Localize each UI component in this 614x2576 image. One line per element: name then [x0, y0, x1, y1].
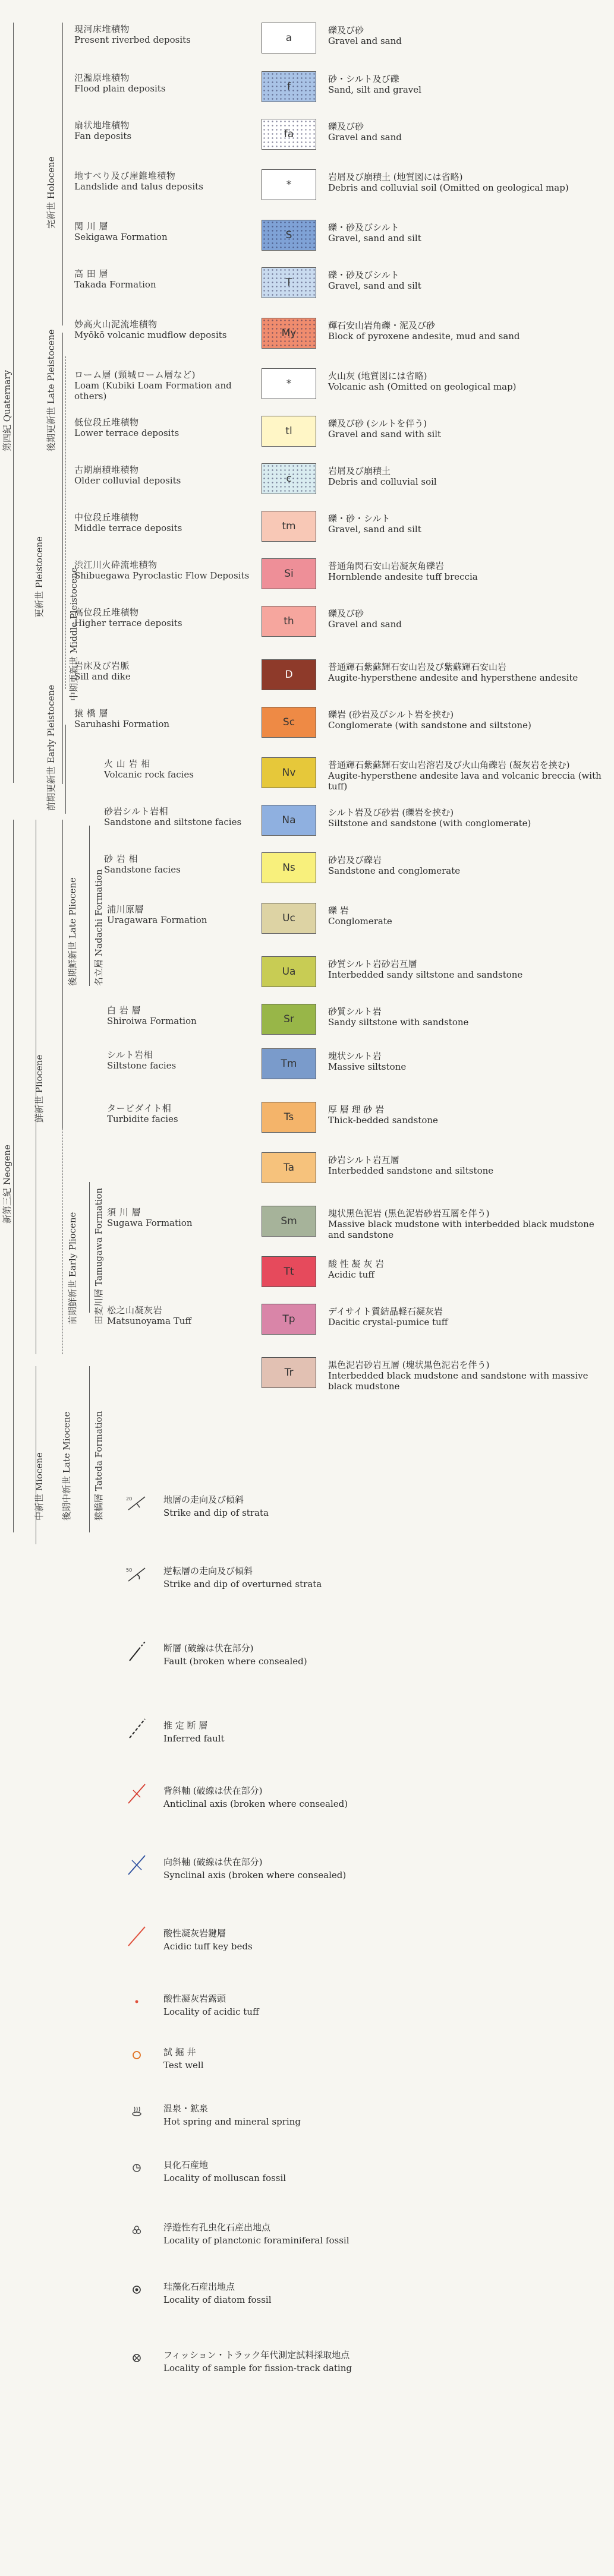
unit-name-jp: 地すべり及び崖錐堆積物 [74, 170, 176, 181]
epoch-pliocene: 鮮新世 Pliocene [34, 1054, 45, 1123]
epoch-middle-pleistocene: 中期更新世 Middle Pleistocene [68, 567, 79, 701]
unit-name-en: Lower terrace deposits [74, 428, 180, 438]
unit-description-en: Sand, silt and gravel [328, 84, 421, 95]
symbol-label-jp: 向斜軸 (破線は伏在部分) [163, 1857, 263, 1867]
legend-swatch-th: th [262, 606, 316, 637]
legend-swatch-Nv: Nv [262, 757, 316, 788]
unit-description-jp: 礫及び砂 [328, 25, 364, 36]
symbol-label-en: Locality of planctonic foraminiferal fossil [163, 2235, 349, 2246]
epoch-pleistocene: 更新世 Pleistocene [34, 536, 45, 618]
unit-name-en: Shiroiwa Formation [107, 1016, 197, 1026]
unit-name-en: Siltstone facies [107, 1060, 177, 1071]
neogene-bracket [13, 820, 14, 1532]
unit-name [74, 660, 256, 682]
legend-swatch-Ns: Ns [262, 852, 316, 883]
unit-description-jp: シルト岩及び砂岩 (礫岩を挟む) [328, 807, 454, 818]
strike-dip-icon [125, 1491, 149, 1515]
symbol-label-jp: 地層の走向及び傾斜 [163, 1494, 244, 1505]
unit-name-en: Older colluvial deposits [74, 475, 181, 486]
hot-spring-icon [125, 2100, 149, 2123]
unit-name [74, 417, 256, 438]
unit-name-jp: 砂 岩 相 [104, 854, 138, 864]
epoch-late-miocene: 後期中新世 Late Miocene [61, 1411, 72, 1521]
unit-description [328, 1360, 607, 1392]
unit-description-jp: 礫・砂及びシルト [328, 270, 399, 280]
unit-name [107, 1005, 256, 1026]
legend-swatch-D: D [262, 659, 316, 690]
unit-name-en: Turbidite facies [107, 1114, 178, 1124]
unit-description-jp: 黒色泥岩砂岩互層 (塊状黒色泥岩を伴う) [328, 1360, 490, 1370]
symbol-label [163, 1856, 346, 1882]
unit-description [328, 807, 607, 829]
symbol-label-en: Locality of diatom fossil [163, 2294, 272, 2305]
symbol-label [163, 2046, 204, 2072]
unit-description-en: Siltstone and sandstone (with conglomerate) [328, 818, 531, 829]
legend-swatch-Ts: Ts [262, 1102, 316, 1133]
unit-description-jp: 砂岩及び礫岩 [328, 855, 382, 865]
unit-description-jp: 砂岩シルト岩互層 [328, 1155, 399, 1165]
symbol-label-jp: 浮遊性有孔虫化石産出地点 [163, 2222, 271, 2233]
unit-description-en: Gravel, sand and silt [328, 233, 421, 244]
symbol-label [163, 2280, 272, 2306]
symbol-label-en: Strike and dip of overturned strata [163, 1579, 322, 1589]
symbol-label-jp: フィッション・トラック年代測定試料採取地点 [163, 2350, 350, 2360]
unit-description [328, 121, 607, 143]
unit-name [74, 221, 256, 242]
unit-description [328, 1051, 607, 1072]
unit-description-en: Debris and colluvial soil [328, 476, 437, 487]
unit-description [328, 466, 607, 487]
unit-name-en: Takada Formation [74, 279, 156, 290]
unit-description-jp: 礫 岩 [328, 905, 349, 916]
unit-name-jp: シルト岩相 [107, 1050, 153, 1060]
unit-description-jp: 塊状黒色泥岩 (黒色泥岩砂岩互層を伴う) [328, 1208, 490, 1219]
unit-name-en: Fan deposits [74, 131, 132, 141]
pleistocene-bracket [62, 333, 63, 784]
overturned-strike-dip-icon [125, 1562, 149, 1586]
unit-name-jp: 須 川 層 [107, 1207, 141, 1218]
unit-name-en: Sandstone facies [104, 864, 181, 875]
tamugawa-bracket [89, 1182, 90, 1313]
symbol-label-jp: 酸性凝灰岩露頭 [163, 1993, 226, 2004]
unit-name-jp: 妙高火山泥流堆積物 [74, 319, 158, 330]
unit-description-jp: 厚 層 理 砂 岩 [328, 1104, 385, 1115]
legend-swatch-fa: fa [262, 119, 316, 150]
symbol-label [163, 1927, 253, 1953]
inferred-fault-icon [125, 1717, 149, 1740]
unit-name [104, 758, 256, 780]
unit-description-en: Gravel and sand with silt [328, 429, 442, 440]
unit-name [74, 24, 256, 45]
unit-name-en: Flood plain deposits [74, 83, 166, 94]
unit-description [328, 662, 607, 683]
legend-swatch-Sm: Sm [262, 1206, 316, 1237]
unit-name-jp: 砂岩シルト岩相 [104, 806, 169, 817]
legend-swatch-Sr: Sr [262, 1004, 316, 1035]
formation-tamugawa: 田麦川層 Tamugawa Formation [93, 1187, 104, 1325]
legend-swatch-S: S [262, 220, 316, 251]
unit-description-jp: 礫岩 (砂岩及びシルト岩を挟む) [328, 709, 454, 720]
symbol-label [163, 2221, 349, 2247]
symbol-label-en: Strike and dip of strata [163, 1507, 269, 1518]
symbol-label [163, 2102, 301, 2128]
unit-name-jp: 火 山 岩 相 [104, 758, 150, 769]
unit-description-en: Sandstone and conglomerate [328, 865, 461, 876]
unit-description-jp: 普通角閃石安山岩凝灰角礫岩 [328, 561, 445, 571]
legend-swatch-Tr: Tr [262, 1357, 316, 1388]
symbol-label-en: Test well [163, 2060, 204, 2071]
unit-description-jp: 普通輝石紫蘇輝石安山岩及び紫蘇輝石安山岩 [328, 662, 507, 672]
unit-description-en: Volcanic ash (Omitted on geological map) [328, 381, 517, 392]
symbol-label-jp: 推 定 断 層 [163, 1720, 208, 1731]
symbol-label-en: Synclinal axis (broken where consealed) [163, 1870, 347, 1880]
unit-description-en: Massive siltstone [328, 1061, 407, 1072]
unit-name [107, 1305, 256, 1326]
symbol-label [163, 1719, 225, 1745]
unit-name-jp: 氾濫原堆積物 [74, 72, 130, 83]
unit-name-en: Uragawara Formation [107, 915, 207, 925]
legend-swatch-tl: tl [262, 416, 316, 447]
unit-name-jp: 白 岩 層 [107, 1005, 141, 1016]
legend-swatch-Sc: Sc [262, 707, 316, 738]
unit-description [328, 270, 607, 291]
symbol-label [163, 2158, 286, 2185]
test-well-icon [125, 2043, 149, 2067]
epoch-holocene: 完新世 Holocene [46, 156, 56, 229]
unit-name-en: Myōkō volcanic mudflow deposits [74, 330, 227, 340]
unit-name-jp: 関 川 層 [74, 221, 109, 232]
unit-description-jp: 砂質シルト岩 [328, 1006, 382, 1017]
symbol-label-en: Locality of molluscan fossil [163, 2173, 286, 2183]
unit-description-en: Thick-bedded sandstone [328, 1115, 438, 1126]
symbol-label-en: Hot spring and mineral spring [163, 2116, 301, 2127]
mollusc-fossil-icon [125, 2156, 149, 2180]
unit-description-jp: 酸 性 凝 灰 岩 [328, 1259, 385, 1269]
quaternary-bracket [13, 23, 14, 783]
symbol-label-en: Fault (broken where consealed) [163, 1656, 307, 1667]
unit-description [328, 709, 607, 731]
unit-name [74, 512, 256, 533]
legend-swatch-a: a [262, 23, 316, 53]
unit-description [328, 513, 607, 535]
unit-name-jp: 高 田 層 [74, 268, 109, 279]
unit-description [328, 1104, 607, 1126]
unit-name [107, 1207, 256, 1228]
unit-description-en: Gravel and sand [328, 619, 402, 630]
unit-description-en: Dacitic crystal-pumice tuff [328, 1317, 448, 1327]
unit-description [328, 172, 607, 193]
fault-icon [125, 1639, 149, 1663]
unit-description [328, 1208, 607, 1240]
unit-name-en: Higher terrace deposits [74, 618, 182, 628]
unit-description [328, 855, 607, 876]
symbol-label [163, 1564, 322, 1591]
legend-swatch-My: My [262, 318, 316, 349]
symbol-label-en: Inferred fault [163, 1733, 225, 1744]
legend-swatch-Ta: Ta [262, 1152, 316, 1183]
legend-swatch-tm: tm [262, 511, 316, 542]
unit-name-jp: 中位段丘堆積物 [74, 512, 139, 523]
unit-name-jp: 現河床堆積物 [74, 24, 130, 34]
symbol-label [163, 1493, 269, 1519]
symbol-label [163, 1784, 348, 1810]
unit-description-en: Gravel and sand [328, 36, 402, 46]
symbol-label-jp: 逆転層の走向及び傾斜 [163, 1566, 253, 1576]
syncline-icon [125, 1853, 149, 1877]
unit-description-en: Interbedded sandstone and siltstone [328, 1165, 494, 1176]
unit-description-jp: 普通輝石紫蘇輝石安山岩溶岩及び火山角礫岩 (凝灰岩を挟む) [328, 760, 570, 770]
unit-description-en: Block of pyroxene andesite, mud and sand [328, 331, 520, 342]
holocene-bracket [62, 23, 63, 325]
formation-nadachi: 名立層 Nadachi Formation [93, 869, 104, 986]
acidic-tuff-locality-icon [125, 1990, 149, 2014]
unit-description [328, 760, 607, 792]
legend-swatch-Na: Na [262, 805, 316, 836]
unit-description [328, 1006, 607, 1028]
unit-name-en: Middle terrace deposits [74, 523, 182, 533]
unit-name [74, 268, 256, 290]
period-neogene: 新第三紀 Neogene [2, 1145, 12, 1224]
unit-description [328, 608, 607, 630]
unit-name [74, 607, 256, 628]
key-bed-icon [125, 1924, 149, 1948]
unit-name-jp: 岩床及び岩脈 [74, 660, 130, 671]
unit-name-jp: ローム層 (頸城ローム層など) [74, 369, 196, 380]
unit-name-en: Saruhashi Formation [74, 719, 170, 729]
unit-name-jp: 高位段丘堆積物 [74, 607, 139, 618]
legend-swatch-Tm: Tm [262, 1048, 316, 1079]
unit-description-jp: 礫及び砂 [328, 121, 364, 132]
tateda-bracket [89, 1366, 90, 1532]
svg-text:50: 50 [126, 1567, 133, 1573]
unit-name-jp: 猿 橋 層 [74, 708, 109, 719]
epoch-late-pleistocene: 後期更新世 Late Pleistocene [46, 329, 56, 451]
unit-description-jp: 火山灰 (地質図には省略) [328, 371, 427, 381]
symbol-label [163, 2349, 352, 2375]
symbol-label [163, 1992, 259, 2018]
period-quaternary: 第四紀 Quaternary [2, 370, 12, 451]
unit-description-en: Gravel and sand [328, 132, 402, 143]
legend-swatch-f: f [262, 71, 316, 102]
unit-description-jp: 砂・シルト及び礫 [328, 74, 399, 84]
unit-description-en: Debris and colluvial soil (Omitted on geological map) [328, 182, 569, 193]
unit-name-jp: 扇状地堆積物 [74, 120, 130, 131]
anticline-icon [125, 1782, 149, 1806]
legend-swatch-c: c [262, 463, 316, 494]
unit-description-en: Augite-hypersthene andesite lava and volcanic breccia (with tuff) [328, 770, 602, 792]
legend-swatch-Uc: Uc [262, 903, 316, 934]
unit-description-jp: 砂質シルト岩砂岩互層 [328, 959, 417, 969]
unit-description [328, 905, 607, 927]
unit-name-jp: 松之山凝灰岩 [107, 1305, 163, 1316]
unit-description [328, 1306, 607, 1327]
legend-swatch-Si: Si [262, 558, 316, 589]
unit-description [328, 1155, 607, 1176]
unit-description-en: Acidic tuff [328, 1269, 374, 1280]
symbol-label-en: Acidic tuff key beds [163, 1941, 253, 1952]
unit-name-jp: 低位段丘堆積物 [74, 417, 139, 428]
unit-name [104, 806, 256, 827]
symbol-label-en: Locality of acidic tuff [163, 2006, 259, 2017]
unit-name [74, 369, 256, 402]
unit-description-en: Interbedded black mudstone and sandstone with massive black mudstone [328, 1370, 588, 1392]
unit-description-en: Conglomerate [328, 916, 392, 927]
unit-name-en: Sandstone and siltstone facies [104, 817, 242, 827]
legend-swatch-asterisk: * [262, 169, 316, 200]
unit-name [74, 120, 256, 141]
unit-description [328, 320, 607, 342]
unit-description-jp: 礫・砂・シルト [328, 513, 391, 524]
legend-swatch-asterisk: * [262, 368, 316, 399]
unit-name-en: Present riverbed deposits [74, 34, 191, 45]
unit-description-en: Gravel, sand and silt [328, 524, 421, 535]
unit-description [328, 74, 607, 95]
legend-swatch-T: T [262, 267, 316, 298]
unit-name [74, 319, 256, 340]
symbol-label-jp: 断層 (破線は伏在部分) [163, 1643, 254, 1654]
epoch-late-pliocene: 後期鮮新世 Late Pliocene [67, 877, 78, 986]
unit-name [74, 170, 256, 192]
symbol-label-jp: 温泉・鉱泉 [163, 2103, 209, 2114]
unit-description-en: Massive black mudstone with interbedded black mudstone and sandstone [328, 1219, 594, 1240]
unit-description [328, 1259, 607, 1280]
unit-description [328, 222, 607, 244]
symbol-label-en: Locality of sample for fission-track dating [163, 2363, 352, 2373]
middle-pleistocene-bracket [65, 356, 66, 689]
unit-name [107, 904, 256, 925]
unit-name-en: Sekigawa Formation [74, 232, 168, 242]
unit-name-en: Volcanic rock facies [104, 769, 194, 780]
unit-name-jp: 古期崩積堆積物 [74, 464, 139, 475]
nadachi-bracket [89, 826, 90, 986]
unit-description [328, 418, 607, 440]
legend-swatch-Tp: Tp [262, 1304, 316, 1335]
unit-name [74, 72, 256, 94]
unit-name [74, 708, 256, 729]
unit-name-en: Loam (Kubiki Loam Formation and others) [74, 380, 232, 402]
symbol-label [163, 1642, 307, 1668]
unit-name-en: Sill and dike [74, 671, 131, 682]
symbol-label-jp: 貝化石産地 [163, 2160, 209, 2170]
unit-description-jp: 岩屑及び崩積土 [328, 466, 391, 476]
unit-description-jp: 輝石安山岩角礫・泥及び砂 [328, 320, 436, 331]
unit-description-en: Interbedded sandy siltstone and sandstone [328, 969, 523, 980]
unit-name-en: Matsunoyama Tuff [107, 1316, 192, 1326]
unit-name-en: Shibuegawa Pyroclastic Flow Deposits [74, 570, 250, 581]
unit-name-en: Landslide and talus deposits [74, 181, 203, 192]
symbol-label-jp: 背斜軸 (破線は伏在部分) [163, 1785, 263, 1796]
unit-description-jp: 礫及び砂 [328, 608, 364, 619]
unit-description [328, 25, 607, 46]
symbol-label-en: Anticlinal axis (broken where consealed) [163, 1799, 348, 1809]
early-pleistocene-bracket [65, 725, 66, 814]
unit-description-en: Hornblende andesite tuff breccia [328, 571, 478, 582]
legend-swatch-Tt: Tt [262, 1256, 316, 1287]
svg-text:20: 20 [126, 1496, 133, 1502]
late-pliocene-bracket [62, 820, 63, 1129]
unit-description [328, 959, 607, 980]
legend-swatch-Ua: Ua [262, 956, 316, 987]
unit-name [74, 464, 256, 486]
unit-description-jp: 塊状シルト岩 [328, 1051, 382, 1061]
unit-description [328, 561, 607, 582]
epoch-miocene: 中新世 Miocene [34, 1452, 45, 1521]
unit-name [74, 560, 256, 581]
symbol-label-jp: 酸性凝灰岩鍵層 [163, 1928, 226, 1939]
fission-track-icon [125, 2346, 149, 2370]
foraminifera-fossil-icon [125, 2218, 149, 2242]
unit-name-jp: 浦川原層 [107, 904, 144, 915]
epoch-early-pliocene: 前期鮮新世 Early Pliocene [67, 1212, 78, 1325]
unit-description-en: Conglomerate (with sandstone and siltstone) [328, 720, 531, 731]
unit-description-en: Sandy siltstone with sandstone [328, 1017, 469, 1028]
unit-description-jp: 礫及び砂 (シルトを伴う) [328, 418, 427, 429]
unit-name-jp: 渋江川火砕流堆積物 [74, 560, 158, 570]
symbol-label-jp: 試 掘 井 [163, 2047, 196, 2057]
unit-description [328, 371, 607, 392]
unit-description-jp: デイサイト質結晶軽石凝灰岩 [328, 1306, 443, 1317]
diatom-fossil-icon [125, 2278, 149, 2302]
formation-tateda: 猿橋層 Tateda Formation [93, 1411, 104, 1521]
symbol-label-jp: 珪藻化石産出地点 [163, 2281, 235, 2292]
unit-description-en: Gravel, sand and silt [328, 280, 421, 291]
unit-name-jp: タービダイト相 [107, 1103, 172, 1114]
early-pliocene-bracket [62, 1129, 63, 1354]
unit-description-jp: 礫・砂及びシルト [328, 222, 399, 233]
unit-name [107, 1103, 256, 1124]
unit-description-jp: 岩屑及び崩積土 (地質図には省略) [328, 172, 463, 182]
unit-name [107, 1050, 256, 1071]
epoch-early-pleistocene: 前期更新世 Early Pleistocene [46, 684, 56, 811]
unit-name-en: Sugawa Formation [107, 1218, 193, 1228]
unit-description-en: Augite-hypersthene andesite and hypersthene andesite [328, 672, 578, 683]
unit-name [104, 854, 256, 875]
